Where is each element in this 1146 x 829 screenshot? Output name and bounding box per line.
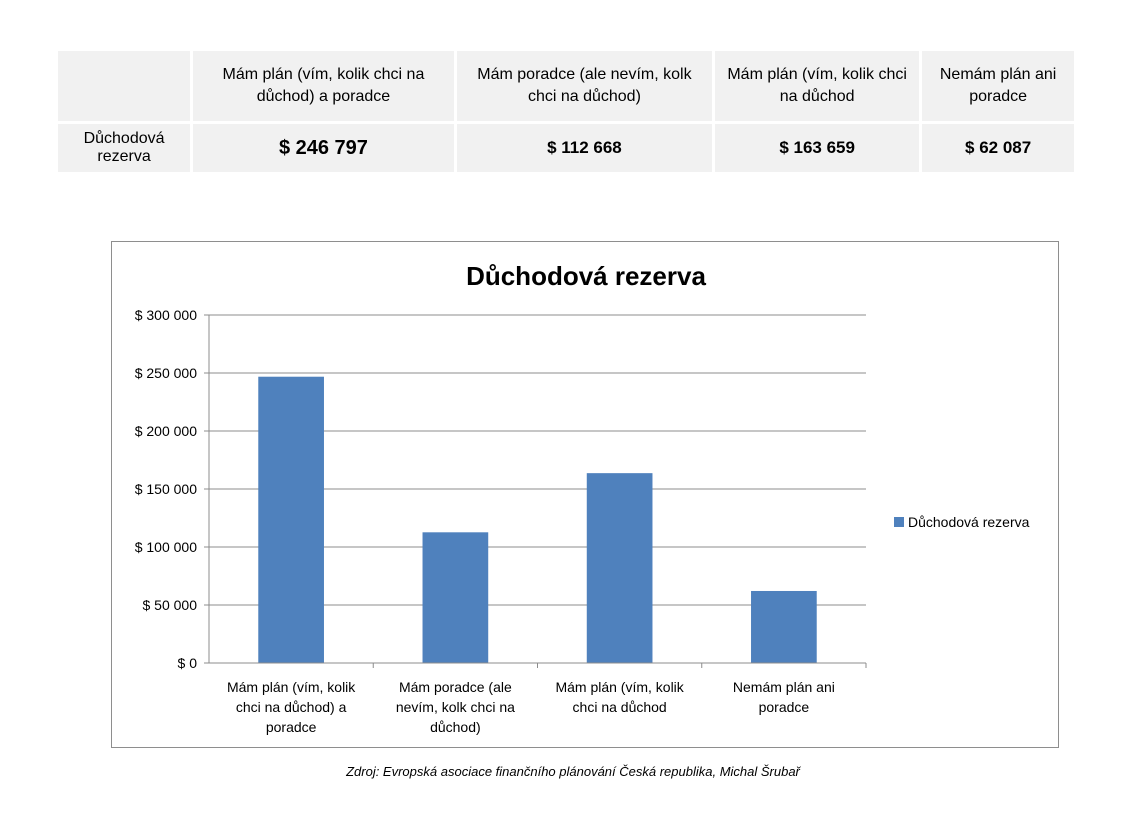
y-tick-label: $ 100 000: [134, 539, 197, 555]
chart-title: Důchodová rezerva: [466, 261, 706, 291]
table-value-cell: $ 163 659: [715, 121, 919, 172]
legend-label: Důchodová rezerva: [908, 514, 1030, 530]
bar: [423, 532, 489, 663]
table-header-cell: Mám plán (vím, kolik chci na důchod) a poradce: [193, 51, 454, 121]
y-tick-label: $ 200 000: [134, 423, 197, 439]
table-header-cell: Mám poradce (ale nevím, kolk chci na důchod): [457, 51, 712, 121]
x-tick-label: chci na důchod) a: [235, 699, 347, 715]
table-value-cell: $ 62 087: [922, 121, 1074, 172]
table-header-cell: Mám plán (vím, kolik chci na důchod: [715, 51, 919, 121]
table-value-cell: $ 246 797: [193, 121, 454, 172]
summary-table: [55, 51, 1077, 172]
bar-chart: [112, 242, 1058, 747]
x-tick-label: Nemám plán ani: [732, 679, 835, 695]
table-row: [58, 121, 1074, 172]
legend-swatch: [894, 517, 904, 527]
x-tick-label: poradce: [265, 719, 317, 735]
x-tick-label: nevím, kolk chci na: [395, 699, 515, 715]
y-tick-label: $ 0: [177, 655, 197, 671]
y-tick-label: $ 300 000: [134, 307, 197, 323]
x-tick-label: důchod): [430, 719, 481, 735]
y-tick-label: $ 250 000: [134, 365, 197, 381]
source-caption: Zdroj: Evropská asociace finančního plánování Česká republika, Michal Šrubař: [346, 764, 800, 779]
table-row-label: Důchodová rezerva: [58, 121, 190, 172]
chart-frame: [111, 241, 1059, 748]
x-tick-label: poradce: [758, 699, 810, 715]
bar: [587, 473, 653, 663]
x-tick-label: Mám poradce (ale: [398, 679, 512, 695]
table-header-row: [58, 51, 1074, 121]
bar: [258, 377, 324, 663]
table-value-cell: $ 112 668: [457, 121, 712, 172]
y-tick-label: $ 50 000: [142, 597, 197, 613]
x-tick-label: chci na důchod: [572, 699, 667, 715]
y-tick-label: $ 150 000: [134, 481, 197, 497]
table-header-cell: Nemám plán ani poradce: [922, 51, 1074, 121]
x-tick-label: Mám plán (vím, kolik: [555, 679, 684, 695]
table-corner-cell: [58, 51, 190, 121]
x-tick-label: Mám plán (vím, kolik: [226, 679, 356, 695]
bar: [751, 591, 817, 663]
